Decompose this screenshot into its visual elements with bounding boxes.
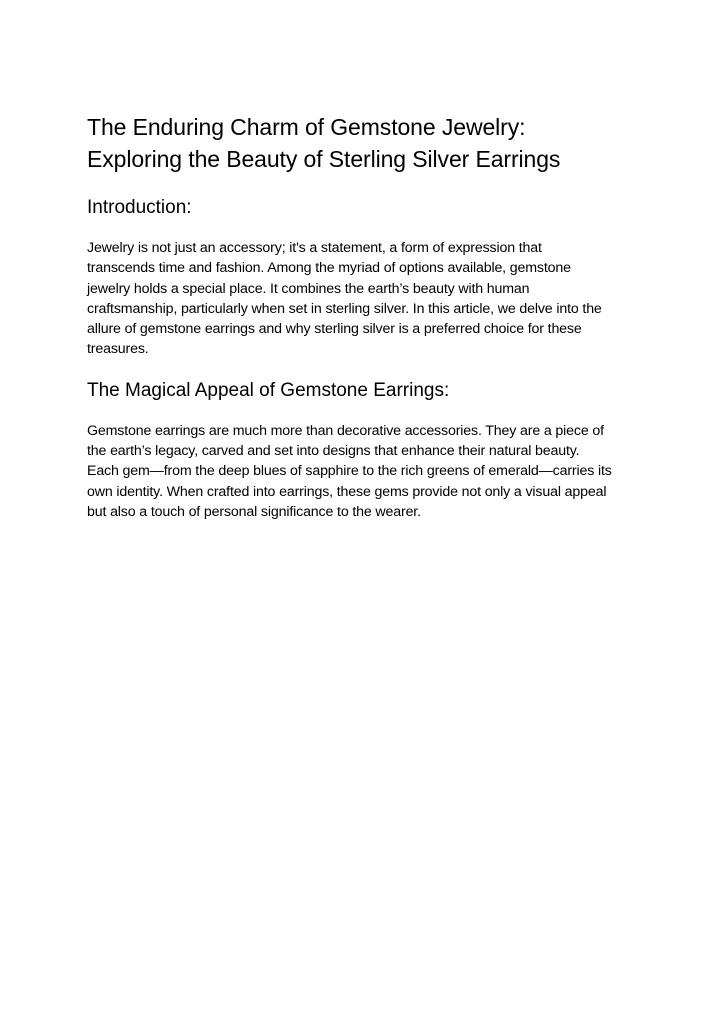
paragraph-line: but also a touch of personal significance to the wearer. <box>87 503 421 520</box>
document-body <box>87 111 635 522</box>
paragraph-line: transcends time and fashion. Among the myriad of options available, gemstone <box>87 260 571 277</box>
paragraph-line: allure of gemstone earrings and why sterling silver is a preferred choice for these <box>87 321 582 338</box>
magical-appeal-heading: The Magical Appeal of Gemstone Earrings: <box>87 379 450 401</box>
paragraph-line: craftsmanship, particularly when set in sterling silver. In this article, we delve into the <box>87 300 602 317</box>
paragraph-line: the earth’s legacy, carved and set into designs that enhance their natural beauty. <box>87 443 580 460</box>
paragraph-line: own identity. When crafted into earrings, these gems provide not only a visual appeal <box>87 483 607 500</box>
introduction-heading: Introduction: <box>87 197 192 218</box>
magical-appeal-paragraph <box>87 421 635 522</box>
paragraph-line: treasures. <box>87 341 149 358</box>
paragraph-line: Gemstone earrings are much more than decorative accessories. They are a piece of <box>87 422 604 439</box>
paragraph-line: Jewelry is not just an accessory; it's a statement, a form of expression that <box>87 240 542 256</box>
paragraph-line: Each gem—from the deep blues of sapphire to the rich greens of emerald—carries its <box>87 463 612 480</box>
title-line-1: The Enduring Charm of Gemstone Jewelry: <box>87 114 526 140</box>
document-title <box>87 111 635 175</box>
paragraph-line: jewelry holds a special place. It combines the earth’s beauty with human <box>87 280 530 297</box>
title-line-2: Exploring the Beauty of Sterling Silver Earrings <box>87 146 561 172</box>
introduction-paragraph <box>87 238 635 360</box>
